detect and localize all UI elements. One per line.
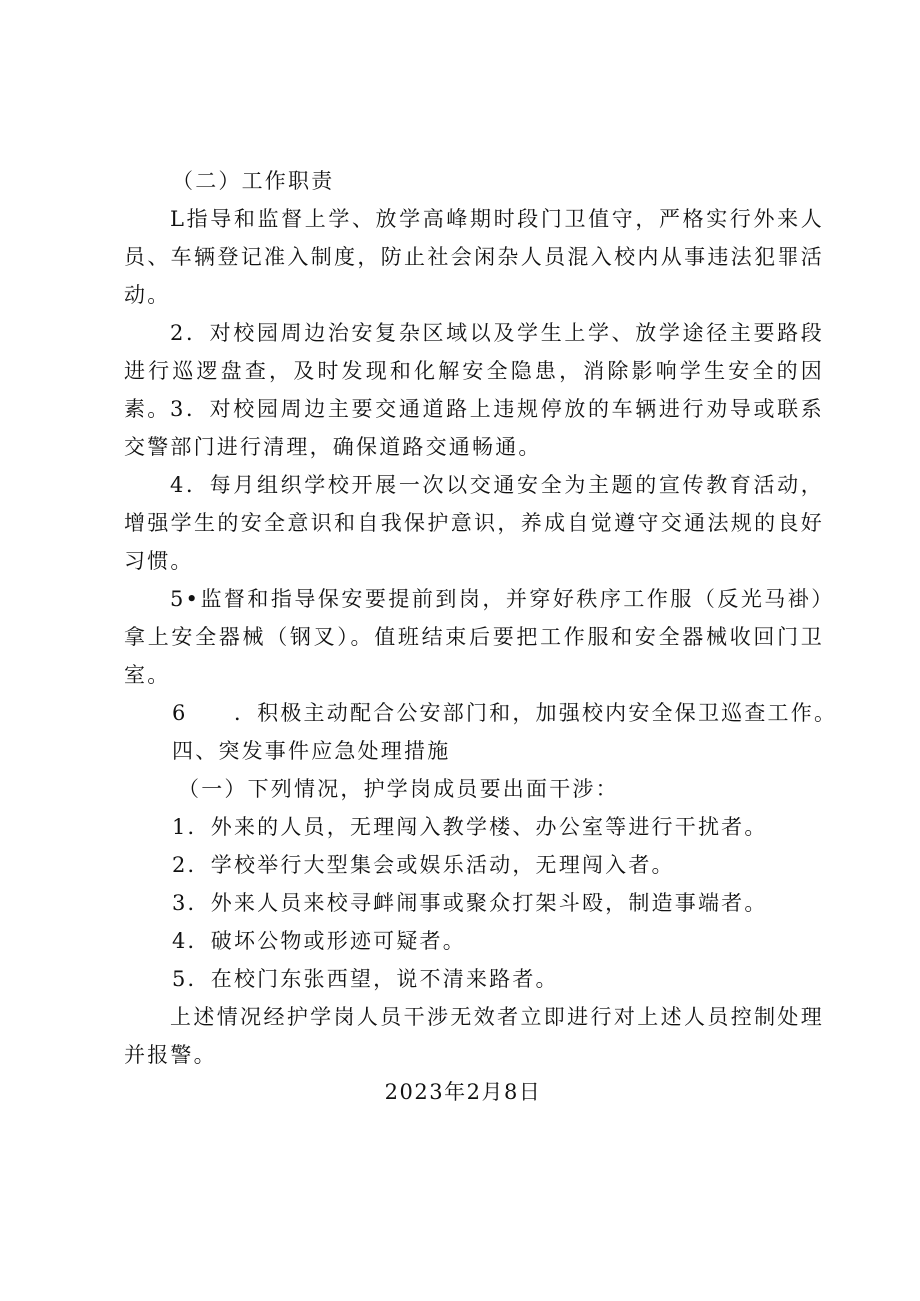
duty-item-2: 2．对校园周边治安复杂区域以及学生上学、放学途径主要路段进行巡逻盘查，及时发现和化解安全隐患，消除影响学生安全的因素。 xyxy=(124,321,824,421)
section-heading-duties: （二）工作职责 xyxy=(172,169,335,193)
document-date: 2023年2月8日 xyxy=(384,1080,542,1104)
duty-item-5: 5•监督和指导保安要提前到岗，并穿好秩序工作服（反光马褂）拿上安全器械（钢叉）。值班结束后要把工作服和安全器械收回门卫室。 xyxy=(124,587,824,687)
subheading-intervention: （一）下列情况，护学岗成员要出面干涉： xyxy=(178,777,619,801)
situation-item-5: 5．在校门东张西望，说不清来路者。 xyxy=(172,967,559,991)
situation-item-3: 3．外来人员来校寻衅闹事或聚众打架斗殴，制造事端者。 xyxy=(172,891,768,915)
situation-item-1: 1．外来的人员，无理闯入教学楼、办公室等进行干扰者。 xyxy=(172,815,768,839)
situation-item-2: 2．学校举行大型集会或娱乐活动，无理闯入者。 xyxy=(172,853,675,877)
duty-item-6: 6 ．积极主动配合公安部门和，加强校内安全保卫巡查工作。 xyxy=(172,701,838,725)
chapter-heading-emergency: 四、突发事件应急处理措施 xyxy=(172,739,451,763)
duty-item-3: 3．对校园周边主要交通道路上违规停放的车辆进行劝导或联系交警部门进行清理，确保道路交通畅通。 xyxy=(124,397,824,459)
situation-item-4: 4．破坏公物或形迹可疑者。 xyxy=(172,929,466,953)
conclusion-paragraph: 上述情况经护学岗人员干涉无效者立即进行对上述人员控制处理并报警。 xyxy=(124,1005,824,1067)
duty-item-4: 4．每月组织学校开展一次以交通安全为主题的宣传教育活动，增强学生的安全意识和自我保护意识，养成自觉遵守交通法规的良好习惯。 xyxy=(124,473,824,573)
duty-item-1: L指导和监督上学、放学高峰期时段门卫值守，严格实行外来人员、车辆登记准入制度，防止社会闲杂人员混入校内从事违法犯罪活动。 xyxy=(124,207,824,307)
